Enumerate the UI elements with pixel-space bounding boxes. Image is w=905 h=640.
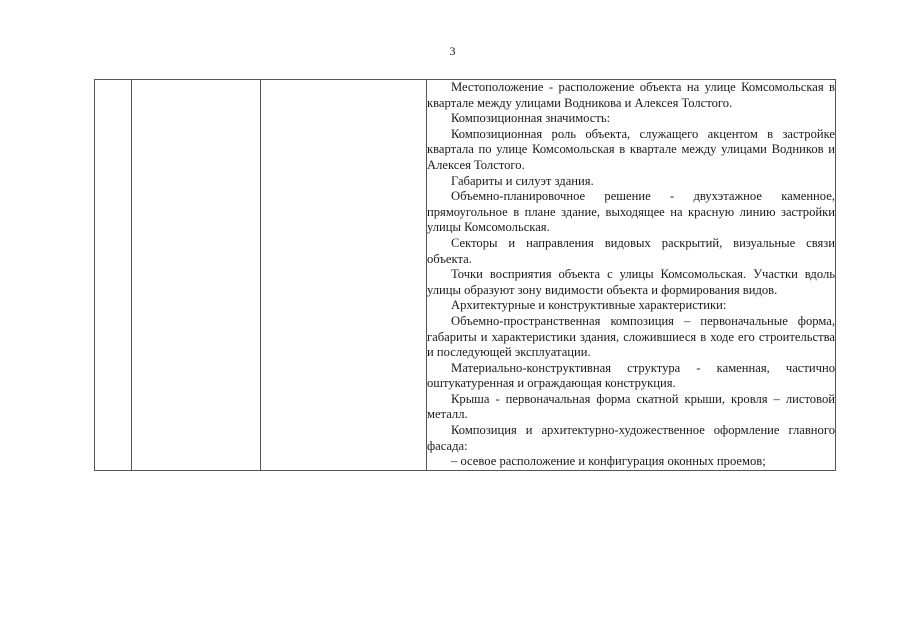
paragraph-spatial-composition: Объемно-пространственная композиция – первоначальные форма, габариты и характеристики здания, сложившиеся в ходе его строительства и последующей эксплуатации.	[427, 313, 835, 360]
table-cell-name	[132, 80, 261, 471]
page-number: 3	[449, 44, 456, 58]
paragraph-architectural-characteristics: Архитектурные и конструктивные характеристики:	[451, 298, 727, 313]
paragraph-facade-composition: Композиция и архитектурно-художественное оформление главного фасада:	[427, 423, 835, 453]
paragraph-composition-significance: Композиционная значимость:	[451, 111, 611, 126]
paragraph-material-structure: Материально-конструктивная структура - каменная, частично оштукатуренная и ограждающая конструкция.	[427, 360, 835, 391]
paragraph-dimensions: Габариты и силуэт здания.	[451, 173, 594, 188]
table-cell-number	[95, 80, 132, 471]
table-cell-description	[427, 80, 836, 471]
paragraph-perception-points: Точки восприятия объекта с улицы Комсомольская. Участки вдоль улицы образуют зону видимости объекта и формирования видов.	[427, 267, 835, 297]
paragraph-roof: Крыша - первоначальная форма скатной крыши, кровля – листовой металл.	[427, 391, 835, 422]
paragraph-view-sectors: Секторы и направления видовых раскрытий, визуальные связи объекта.	[427, 235, 835, 266]
paragraph-planning-solution: Объемно-планировочное решение - двухэтажное каменное, прямоугольное в плане здание, выходящее на красную линию застройки улицы Комсомольская.	[427, 189, 835, 235]
table-cell-address	[261, 80, 427, 471]
table-row	[95, 80, 836, 471]
paragraph-location: Местоположение - расположение объекта на улице Комсомольская в квартале между улицами Водникова и Алексея Толстого.	[427, 80, 835, 110]
paragraph-window-openings: – осевое расположение и конфигурация оконных проемов;	[451, 454, 766, 469]
paragraph-composition-role: Композиционная роль объекта, служащего акцентом в застройке квартала по улице Комсомольская в квартале между улицами Водников и Алексея Толстого.	[427, 126, 835, 172]
document-table	[94, 79, 836, 471]
